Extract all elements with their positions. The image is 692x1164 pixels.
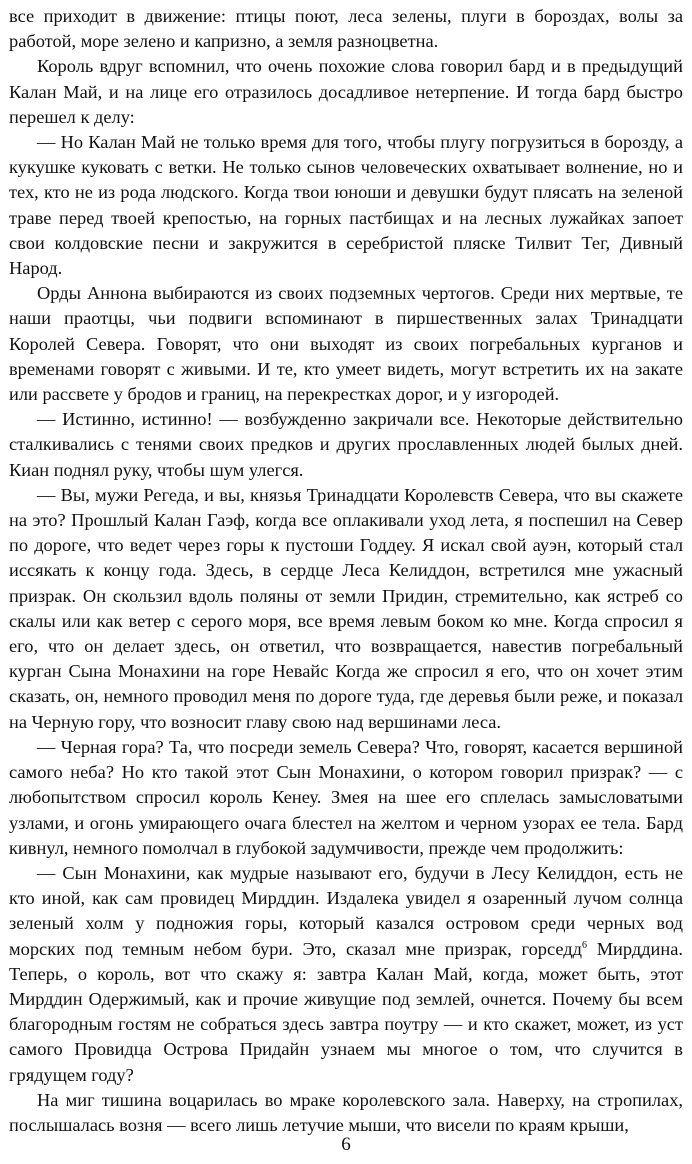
- paragraph-continued: все приходит в движение: птицы поют, леса зелены, плуги в бороздах, волы за работой, море зелено и капризно, а земля разноцветна.: [9, 6, 683, 52]
- paragraph-text-part: Мирддина. Теперь, о король, вот что скажу я: завтра Калан Май, когда, может быть, этот Мирддин Одержимый, как и прочие живущие под землей, очнется. Почему бы всем благородным гостям не собраться здесь завтра поутру — и кто скажет, может, из уст самого Провидца Острова Придайн узнаем мы многое о том, что случится в грядущем году?: [9, 938, 684, 1085]
- paragraph-dialogue: — Но Калан Май не только время для того, чтобы плугу погрузиться в борозду, а кукушке куковать с ветки. Не только сынов человеческих охватывает волнение, но и тех, кто не из рода людского. Когда твои юноши и девушки будут плясать на зеленой траве перед твоей крепостью, на горных пастбищах и на лесных лужайках запоет свои колдовские песни и закружится в серебристой пляске Тилвит Тег, Дивный Народ.: [9, 132, 683, 279]
- paragraph: Король вдруг вспомнил, что очень похожие слова говорил бард и в предыдущий Калан Май, и на лице его отразилось досадливое нетерпение. И тогда бард быстро перешел к делу:: [9, 56, 683, 127]
- footnote-marker[interactable]: 6: [582, 939, 587, 951]
- paragraph-dialogue: — Вы, мужи Регеда, и вы, князья Тринадцати Королевств Севера, что вы скажете на это? Прошлый Калан Гаэф, когда все оплакивали уход лета, я поспешил на Север по дороге, что ведет через горы к пустоши Годдеу. Я искал свой ауэн, который стал иссякать к концу года. Здесь, в сердце Леса Келиддон, встретился мне ужасный призрак. Он скользил вдоль поляны от земли Придин, стремительно, как ястреб со скалы или как ветер с серого моря, все время левым боком ко мне. Когда спросил я его, что он делает здесь, он ответил, что возвращается, навестив погребальный курган Сына Монахини на горе Невайс Когда же спросил я его, что он хочет этим сказать, он, немного проводил меня по дороге туда, где деревья были реже, и показал на Черную гору, что возносит главу свою над вершинами леса.: [9, 484, 683, 732]
- page-number: 6: [341, 1134, 351, 1155]
- paragraph-dialogue: — Черная гора? Та, что посреди земель Севера? Что, говорят, касается вершиной самого неба? Но кто такой этот Сын Монахини, о котором говорил призрак? — с любопытством спросил король Кенеу. Змея на шее его сплелась замысловатыми узлами, и огонь умирающего очага блестел на желтом и черном узорах ее тела. Бард кивнул, немного помолчал в глубокой задумчивости, прежде чем продолжить:: [9, 736, 683, 858]
- paragraph-text-part: — Сын Монахини, как мудрые называют его, будучи в Лесу Келиддон, есть не кто иной, как сам провидец Мирддин. Издалека увидел я озаренный лучом солнца зеленый холм у подножия горы, который казался островом среди черных вод морских под темным небом бури. Это, сказал мне призрак, горседд: [9, 862, 683, 959]
- paragraph-dialogue-with-footnote: [9, 861, 683, 1088]
- book-page: [9, 4, 683, 1160]
- paragraph-dialogue: — Истинно, истинно! — возбужденно закричали все. Некоторые действительно сталкивались с тенями своих предков и других прославленных людей былых дней. Киан поднял руку, чтобы шум улегся.: [9, 409, 683, 480]
- body-text: [9, 4, 683, 1138]
- paragraph: Орды Аннона выбираются из своих подземных чертогов. Среди них мертвые, те наши праотцы, чьи подвиги вспоминают в пиршественных залах Тринадцати Королей Севера. Говорят, что они выходят из своих погребальных курганов и временами говорят с живыми. И те, кто умеет видеть, могут встретить их на закате или рассвете у бродов и границ, на перекрестках дорог, и у изгородей.: [9, 283, 683, 405]
- paragraph: На миг тишина воцарилась во мраке королевского зала. Наверху, на стропилах, послышалась возня — всего лишь летучие мыши, что висели по краям крыши,: [9, 1089, 683, 1135]
